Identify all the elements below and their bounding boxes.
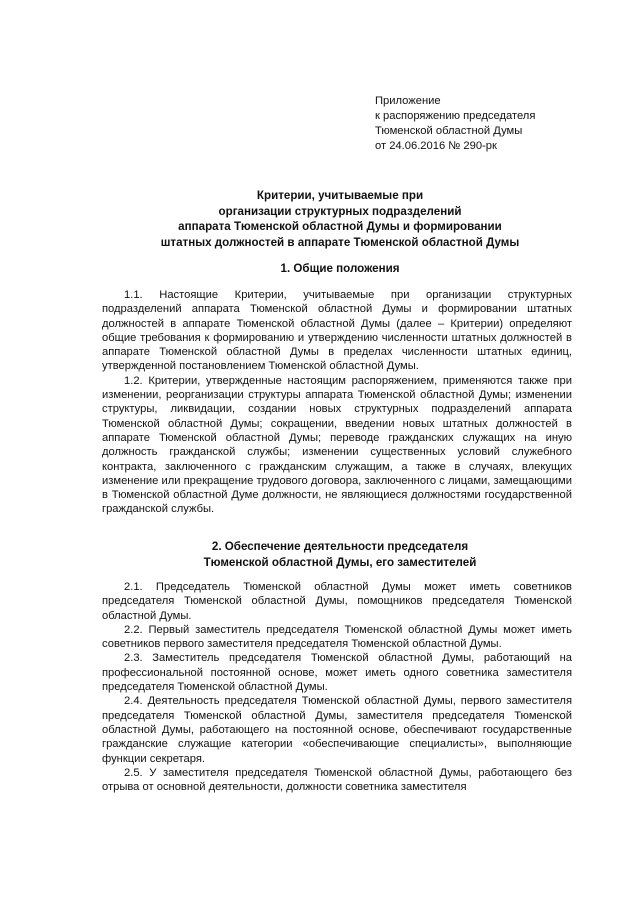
- paragraph-2-4: 2.4. Деятельность председателя Тюменской областной Думы, первого заместителя председателя Тюменской областной Думы, заместителя председателя Тюменской областной Думы, работающего на постоянной основе, обеспечивают государственные гражданские служащие категории «обеспечивающие специалисты», выполняющие функции секретаря.: [102, 695, 572, 765]
- section-1-body: [102, 288, 572, 517]
- appendix-line: к распоряжению председателя: [375, 110, 536, 122]
- section-1-heading: [80, 261, 600, 277]
- paragraph-2-3: 2.3. Заместитель председателя Тюменской областной Думы, работающий на профессиональной постоянной основе, может иметь одного советника заместителя председателя Тюменской областной Думы.: [102, 652, 572, 694]
- section-2-body: [102, 580, 572, 794]
- section-heading-text: 1. Общие положения: [280, 262, 400, 275]
- section-heading-text: 2. Обеспечение деятельности председателя: [211, 540, 469, 553]
- section-2-heading: [80, 539, 600, 570]
- title-line: штатных должностей в аппарате Тюменской областной Думы: [160, 235, 520, 249]
- paragraph-2-1: 2.1. Председатель Тюменской областной Думы может иметь советников председателя Тюменской областной Думы, помощников председателя Тюменской областной Думы.: [102, 581, 572, 622]
- document-title: [80, 188, 600, 250]
- appendix-date-line: от 24.06.2016 № 290-рк: [375, 140, 497, 152]
- title-line: аппарата Тюменской областной Думы и формировании: [178, 220, 502, 233]
- section-heading-text: Тюменской областной Думы, его заместителей: [203, 555, 477, 569]
- paragraph-2-5: 2.5. У заместителя председателя Тюменской областной Думы, работающего без отрыва от основной деятельности, должности советника заместителя: [102, 766, 572, 794]
- paragraph-1-2: 1.2. Критерии, утвержденные настоящим распоряжением, применяются также при изменении, реорганизации структуры аппарата Тюменской областной Думы; изменении структуры, ликвидации, создании новых структурных подразделений аппарата Тюменской областной Думы; сокращении, введении новых штатных должностей в аппарате Тюменской областной Думы; переводе гражданских служащих на иную должность гражданской службы; изменении существенных условий служебного контракта, заключенного с гражданским служащим, а также в случаях, влекущих изменение или прекращение трудового договора, заключенного с лицами, замещающими в Тюменской областной Думе должности, не являющиеся должностями государственной гражданской службы.: [102, 374, 572, 516]
- title-line: организации структурных подразделений: [218, 204, 462, 218]
- appendix-block: [375, 94, 605, 154]
- appendix-line: Приложение: [375, 95, 441, 107]
- appendix-line: Тюменской областной Думы: [375, 125, 523, 137]
- paragraph-2-2: 2.2. Первый заместитель председателя Тюменской областной Думы может иметь советников первого заместителя председателя Тюменской областной Думы.: [102, 623, 572, 651]
- title-line: Критерии, учитываемые при: [256, 189, 424, 202]
- paragraph-1-1: 1.1. Настоящие Критерии, учитываемые при организации структурных подразделений аппарата Тюменской областной Думы и формировании штатных должностей в аппарате Тюменской областной Думы (далее – Критерии) определяют общие требования к формированию и утверждению численности штатных должностей в аппарате Тюменской областной Думы в пределах численности штатных единиц, утвержденной постановлением Тюменской областной Думы.: [102, 289, 572, 373]
